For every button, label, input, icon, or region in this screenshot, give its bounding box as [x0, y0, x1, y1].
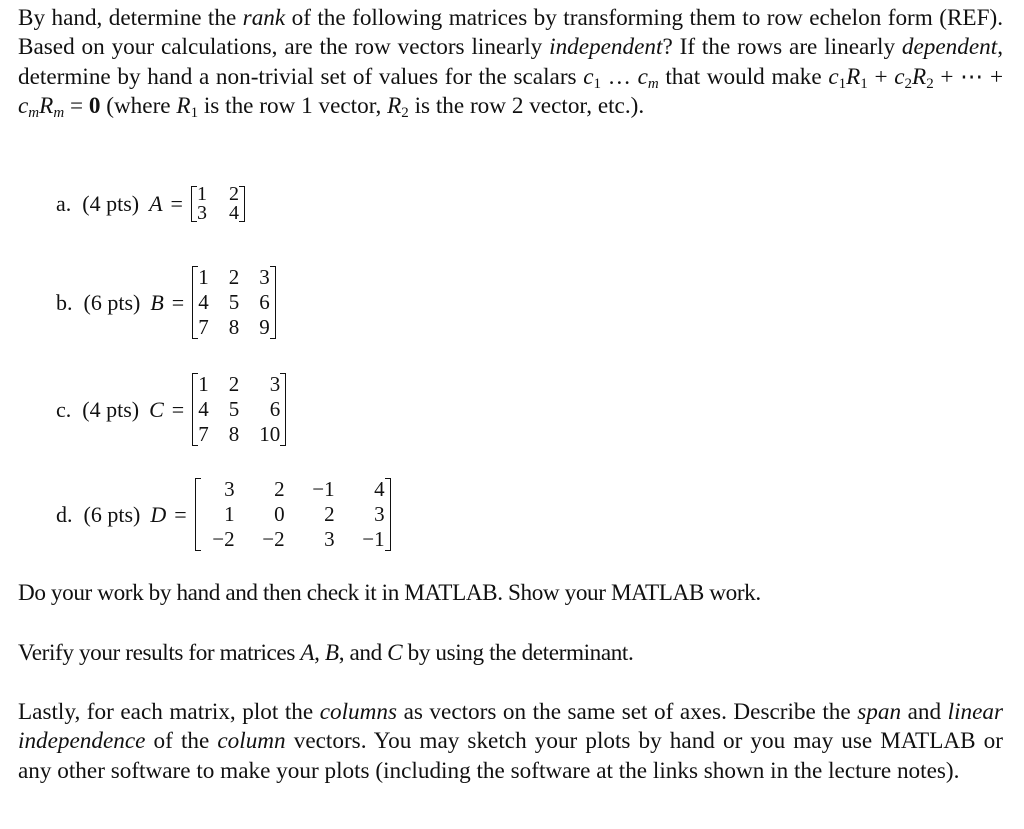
- matrix-cell: 3: [196, 202, 207, 224]
- eq-operator: +: [867, 63, 895, 90]
- paragraph-text: vectors. You may sketch your plots by hand or you may use MATLAB or any other software to make your plots (including the software at the links shown in the lecture notes).: [18, 728, 1003, 784]
- matrix-cell: 5: [228, 397, 240, 421]
- equals-sign: =: [170, 191, 183, 216]
- matrix-cell: 4: [198, 397, 209, 421]
- matrix-ref-c: C: [387, 640, 403, 666]
- eq-term: c: [894, 63, 905, 90]
- problem-b: [56, 265, 276, 340]
- matrix-cell: 1: [198, 265, 209, 289]
- intro-text: ? If the rows are linearly: [662, 34, 902, 61]
- problem-d: [56, 477, 391, 552]
- subscript: 1: [838, 75, 847, 92]
- matrix-cell: 4: [228, 202, 239, 224]
- matrix-cell: −2: [212, 527, 235, 551]
- equals-sign: =: [171, 289, 185, 315]
- matrix-c: [192, 372, 286, 447]
- term-rank: rank: [242, 5, 286, 31]
- eq-operator: =: [64, 93, 89, 120]
- eq-term: R: [912, 63, 927, 90]
- eq-term: R: [387, 93, 402, 120]
- matrix-cell: −2: [262, 527, 285, 551]
- problem-label: b. (6 pts): [56, 289, 141, 315]
- matrix-cell: 6: [269, 397, 281, 421]
- matrix-cell: 2: [228, 265, 240, 289]
- matrix-cell: −1: [312, 477, 335, 501]
- equals-sign: =: [171, 396, 185, 422]
- subscript: 1: [860, 75, 868, 92]
- matrix-cell: 4: [374, 477, 385, 501]
- problem-label: a. (4 pts): [56, 191, 140, 216]
- term-dependent: dependent: [901, 34, 998, 61]
- intro-text: that would make: [658, 63, 829, 90]
- subscript: m: [647, 75, 659, 92]
- matrix-b: [192, 265, 276, 340]
- plotting-paragraph: [18, 698, 1003, 786]
- matrix-cell: 5: [228, 290, 240, 314]
- subscript: m: [28, 105, 40, 122]
- problem-a: [56, 185, 245, 223]
- subscript: m: [53, 105, 65, 122]
- instruction-text: ,: [314, 640, 325, 666]
- term-independent: independent: [549, 34, 663, 61]
- eq-term: c: [828, 63, 839, 90]
- intro-text: , determine by hand a non-trivial set of values for the scalars: [18, 34, 1003, 90]
- matrix-cell: 1: [198, 372, 209, 396]
- intro-text: is the row 2 vector, etc.).: [408, 93, 645, 120]
- matrix-name: D: [150, 501, 167, 527]
- eq-term: c: [18, 93, 29, 120]
- subscript: 2: [926, 75, 934, 92]
- problem-label: d. (6 pts): [56, 501, 141, 527]
- paragraph-text: Lastly, for each matrix, plot the: [18, 699, 320, 725]
- matrix-cell: 2: [228, 183, 239, 205]
- eq-term: R: [846, 63, 861, 90]
- intro-text: is the row 1 vector,: [198, 93, 388, 120]
- matrix-cell: 7: [198, 422, 209, 446]
- determinant-instruction: [18, 640, 633, 667]
- ellipsis: …: [601, 63, 638, 90]
- matrix-cell: 2: [274, 477, 285, 501]
- matrix-cell: 6: [259, 290, 270, 314]
- matrix-ref-a: A: [300, 640, 315, 666]
- matrix-name: B: [150, 289, 164, 315]
- subscript: 1: [190, 105, 199, 122]
- matrix-cell: 3: [324, 527, 335, 551]
- matrix-ref-b: B: [324, 640, 339, 666]
- eq-term: R: [39, 93, 54, 120]
- term-span: span: [857, 699, 902, 725]
- eq-operator: + ⋯ +: [933, 63, 1004, 90]
- matrix-cell: 3: [269, 372, 281, 396]
- zero-vector: 0: [88, 93, 101, 120]
- term-column: column: [217, 728, 286, 755]
- matrix-cell: 2: [228, 372, 240, 396]
- matrix-cell: 3: [259, 265, 270, 289]
- term-columns: columns: [319, 699, 398, 725]
- matrix-cell: 10: [259, 422, 281, 446]
- intro-text: By hand, determine the: [18, 5, 243, 31]
- matlab-instruction: Do your work by hand and then check it in MATLAB. Show your MATLAB work.: [18, 580, 761, 606]
- paragraph-text: as vectors on the same set of axes. Describe the: [397, 699, 858, 725]
- subscript: 1: [593, 75, 602, 92]
- instruction-text: Verify your results for matrices: [18, 640, 301, 666]
- matrix-cell: 4: [198, 290, 209, 314]
- term-linear-independence: linear independence: [18, 699, 1004, 755]
- scalar-c1: c: [583, 63, 594, 90]
- matrix-name: A: [149, 191, 163, 216]
- matrix-cell: 0: [274, 502, 285, 526]
- matrix-cell: 9: [259, 315, 270, 339]
- matrix-a: [191, 185, 245, 223]
- matrix-d: [195, 477, 391, 552]
- intro-paragraph: [18, 4, 1003, 122]
- instruction-text: , and: [338, 640, 388, 666]
- paragraph-text: and: [901, 699, 948, 725]
- equals-sign: =: [174, 501, 187, 527]
- matrix-cell: 1: [196, 183, 207, 205]
- matrix-cell: −1: [362, 527, 385, 551]
- subscript: 2: [904, 75, 913, 92]
- problem-label: c. (4 pts): [56, 396, 140, 422]
- eq-term: R: [176, 93, 191, 120]
- matrix-cell: 3: [374, 502, 385, 526]
- matrix-cell: 8: [228, 315, 240, 339]
- matrix-cell: 2: [324, 502, 335, 526]
- instruction-text: by using the determinant.: [402, 640, 634, 666]
- scalar-cm: c: [637, 63, 648, 90]
- matrix-cell: 7: [198, 315, 209, 339]
- paragraph-text: of the: [145, 728, 218, 755]
- matrix-cell: 8: [228, 422, 240, 446]
- intro-text: of the following matrices by transforming them to row echelon form (REF). Based on your calculations, are the row vectors linearly: [18, 5, 1003, 61]
- matrix-name: C: [149, 396, 164, 422]
- intro-text: (where: [100, 93, 177, 120]
- problem-c: [56, 372, 286, 447]
- matrix-cell: 3: [224, 477, 235, 501]
- subscript: 2: [401, 105, 409, 122]
- matrix-cell: 1: [224, 502, 235, 526]
